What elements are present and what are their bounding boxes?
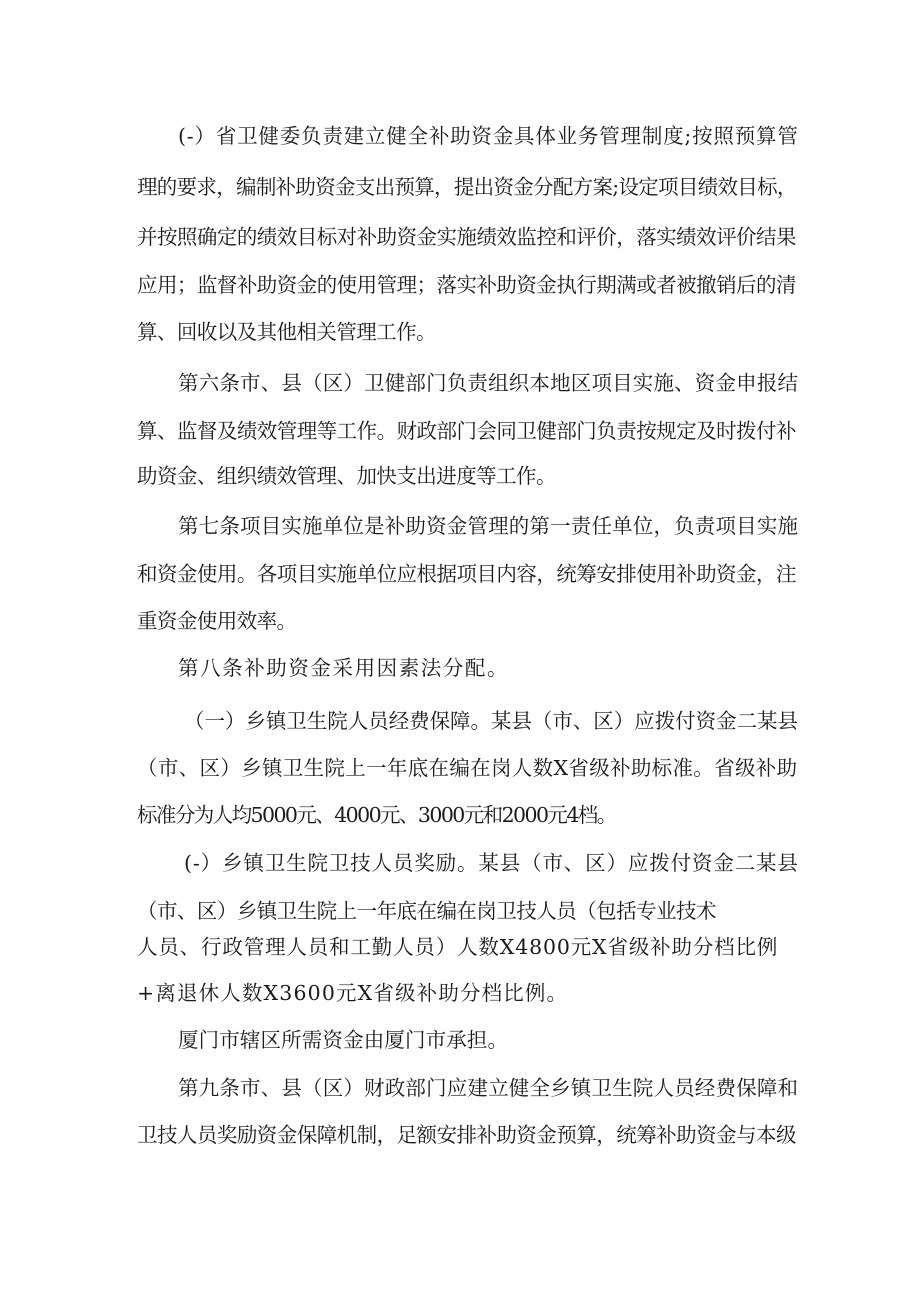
text-line: 重资金使用效率。 (137, 609, 297, 633)
text-line: 标准分为人均5000元、4000元、3000元和2000元4档。 (137, 803, 616, 827)
text-line: 厦门市辖区所需资金由厦门市承担。 (178, 1028, 509, 1052)
text-line: (-）省卫健委负责建立健全补助资金具体业务管理制度;按照预算管 (178, 124, 799, 148)
text-line: 人员、行政管理人员和工勤人员）人数X4800元X省级补助分档比例 (137, 935, 779, 959)
text-line: 助资金、组织绩效管理、加快支出进度等工作。 (137, 464, 556, 488)
text-line: 算、回收以及其他相关管理工作。 (137, 320, 436, 344)
text-line: 第八条补助资金采用因素法分配。 (178, 656, 510, 680)
text-line: (-）乡镇卫生院卫技人员奖励。某县（市、区）应拨付资金二某县 (184, 851, 799, 875)
text-line: （市、区）乡镇卫生院上一年底在编在岗卫技人员（包括专业技术 (137, 899, 716, 923)
text-line: 应用；监督补助资金的使用管理；落实补助资金执行期满或者被撤销后的清 (137, 273, 796, 297)
text-line: （市、区）乡镇卫生院上一年底在编在岗人数X省级补助标准。省级补助 (137, 756, 798, 780)
text-line: 卫技人员奖励资金保障机制，足额安排补助资金预算，统筹补助资金与本级 (137, 1123, 796, 1147)
text-line: 第七条项目实施单位是补助资金管理的第一责任单位，负责项目实施 (178, 514, 799, 538)
text-line: 理的要求，编制补助资金支出预算，提出资金分配方案;设定项目绩效目标， (137, 175, 797, 199)
text-line: （一）乡镇卫生院人员经费保障。某县（市、区）应拨付资金二某县 (184, 709, 798, 733)
text-line: 算、监督及绩效管理等工作。财政部门会同卫健部门负责按规定及时拨付补 (137, 419, 796, 443)
text-line: 第六条市、县（区）卫健部门负责组织本地区项目实施、资金申报结 (178, 371, 799, 395)
text-line: 并按照确定的绩效目标对补助资金实施绩效监控和评价，落实绩效评价结果 (137, 225, 796, 249)
text-line: 第九条市、县（区）财政部门应建立健全乡镇卫生院人员经费保障和 (178, 1076, 799, 1100)
text-line: +离退休人数X3600元X省级补助分档比例。 (137, 981, 569, 1005)
text-line: 和资金使用。各项目实施单位应根据项目内容，统筹安排使用补助资金，注 (137, 562, 796, 586)
